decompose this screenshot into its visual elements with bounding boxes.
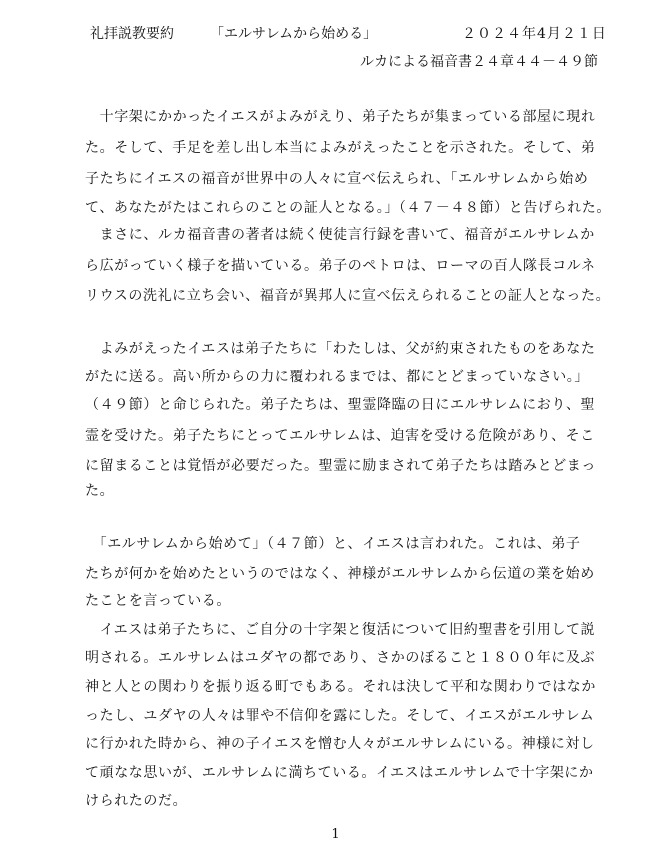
- text-line: がたに送る。高い所からの力に覆われるまでは、都にとどまっていなさい。」: [85, 369, 589, 385]
- text-line: た。: [85, 483, 115, 499]
- text-line: に行かれた時から、神の子イエスを憎む人々がエルサレムにいる。神様に対し: [85, 736, 595, 752]
- text-line: たちが何かを始めたというのではなく、神様がエルサレムから伝道の業を始め: [85, 566, 595, 582]
- text-line: ったし、ユダヤの人々は罪や不信仰を露にした。そして、イエスがエルサレム: [85, 708, 595, 724]
- sermon-title: 「エルサレムから始める」: [210, 26, 378, 42]
- text-line: けられたのだ。: [85, 793, 188, 809]
- text-line: た。そして、手足を差し出し本当によみがえったことを示された。そして、弟: [85, 140, 596, 156]
- text-line: 明される。エルサレムはユダヤの都であり、さかのぼること１８００年に及ぶ: [85, 650, 596, 666]
- text-line: まさに、ルカ福音書の著者は続く使徒言行録を書いて、福音がエルサレムか: [85, 227, 595, 243]
- text-line: イエスは弟子たちに、ご自分の十字架と復活について旧約聖書を引用して説: [85, 622, 596, 638]
- text-line: て、あなたがたはこれらのことの証人となる。」（４７－４８節）と告げられた。: [85, 200, 611, 216]
- text-line: ら広がっていく様子を描いている。弟子のペトロは、ローマの百人隊長コルネ: [85, 258, 596, 274]
- text-line: たことを言っている。: [85, 593, 231, 609]
- text-line: 「エルサレムから始めて」（４７節）と、イエスは言われた。これは、弟子: [85, 536, 581, 552]
- page-number: 1: [331, 827, 340, 842]
- document-type-label: 礼拝説教要約: [90, 26, 174, 42]
- text-line: 子たちにイエスの福音が世界中の人々に宣べ伝えられ、「エルサレムから始め: [85, 171, 589, 187]
- text-line: リウスの洗礼に立ち会い、福音が異邦人に宣べ伝えられることの証人となった。: [85, 288, 611, 304]
- scripture-reference: ルカによる福音書２４章４４－４９節: [360, 54, 598, 70]
- text-line: て頑なな思いが、エルサレムに満ちている。イエスはエルサレムで十字架にか: [85, 765, 594, 781]
- text-line: に留まることは覚悟が必要だった。聖霊に励まされて弟子たちは踏みとどまっ: [85, 458, 596, 474]
- text-line: 霊を受けた。弟子たちにとってエルサレムは、迫害を受ける危険があり、そこ: [85, 428, 595, 444]
- text-line: よみがえったイエスは弟子たちに「わたしは、父が約束されたものをあなた: [85, 341, 596, 357]
- text-line: （４９節）と命じられた。弟子たちは、聖霊降臨の日にエルサレムにおり、聖: [85, 397, 596, 413]
- text-line: 十字架にかかったイエスがよみがえり、弟子たちが集まっている部屋に現れ: [85, 109, 596, 125]
- sermon-date: ２０２４年4月２１日: [462, 26, 607, 42]
- text-line: 神と人との関わりを振り返る町でもある。それは決して平和な関わりではなか: [85, 679, 596, 695]
- document-header: [0, 22, 671, 46]
